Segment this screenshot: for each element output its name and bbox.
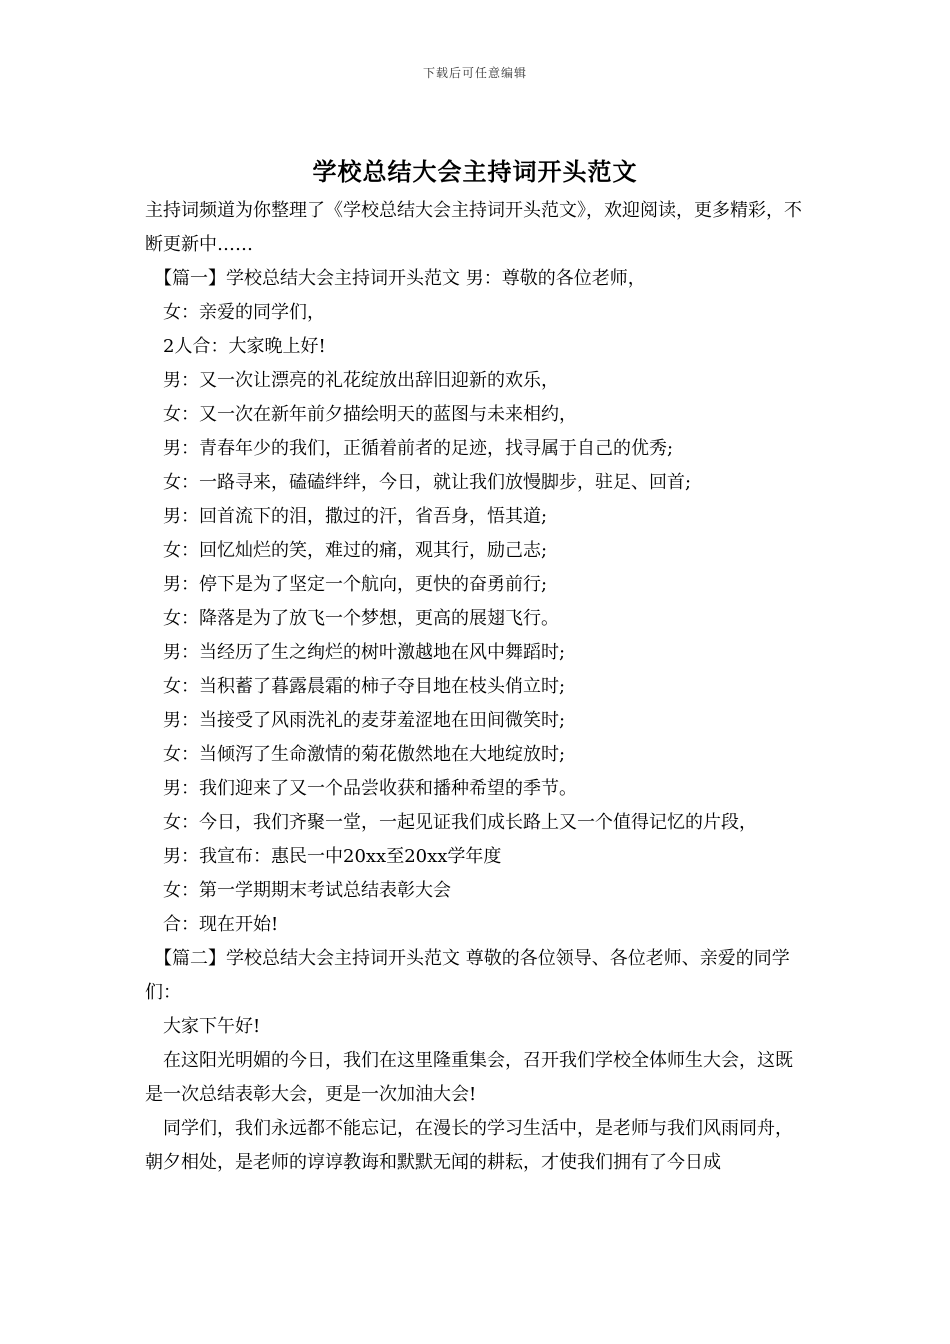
- document-title: 学校总结大会主持词开头范文: [312, 157, 638, 186]
- dialogue-line: 男：停下是为了坚定一个航向，更快的奋勇前行;: [163, 574, 548, 595]
- body-paragraph: 同学们，我们永远都不能忘记，在漫长的学习生活中，是老师与我们风雨同舟，朝夕相处，是老师的谆谆教诲和默默无闻的耕耘，才使我们拥有了今日成: [145, 1118, 793, 1173]
- dialogue-line: 女：一路寻来，磕磕绊绊，今日，就让我们放慢脚步，驻足、回首;: [163, 472, 692, 493]
- dialogue-line: 女：今日，我们齐聚一堂，一起见证我们成长路上又一个值得记忆的片段，: [163, 812, 757, 833]
- dialogue-line: 女：当倾泻了生命激情的菊花傲然地在大地绽放时;: [163, 744, 566, 765]
- dialogue-line: 男：当接受了风雨洗礼的麦芽羞涩地在田间微笑时;: [163, 710, 566, 731]
- body-paragraph: 在这阳光明媚的今日，我们在这里隆重集会，召开我们学校全体师生大会，这既是一次总结表彰大会，更是一次加油大会!: [145, 1050, 793, 1105]
- document-body: [145, 194, 810, 1180]
- dialogue-line: 女：又一次在新年前夕描绘明天的蓝图与未来相约，: [163, 404, 577, 425]
- greeting-line: 大家下午好!: [163, 1016, 261, 1037]
- dialogue-line: 女：降落是为了放飞一个梦想，更高的展翅飞行。: [163, 608, 559, 629]
- page-header-note: 下载后可任意编辑: [422, 66, 527, 80]
- section1-heading: 【篇一】学校总结大会主持词开头范文 男：尊敬的各位老师，: [154, 268, 646, 289]
- dialogue-line: 合：现在开始!: [163, 914, 279, 935]
- dialogue-line: 男：回首流下的泪，撒过的汗，省吾身，悟其道;: [163, 506, 548, 527]
- dialogue-line: 女：亲爱的同学们，: [163, 302, 325, 323]
- dialogue-line: 男：我宣布：惠民一中20xx至20xx学年度: [163, 846, 502, 867]
- dialogue-line: 男：当经历了生之绚烂的树叶激越地在风中舞蹈时;: [163, 642, 566, 663]
- dialogue-line: 女：回忆灿烂的笑，难过的痛，观其行，励己志;: [163, 540, 548, 561]
- dialogue-line: 男：我们迎来了又一个品尝收获和播种希望的季节。: [163, 778, 577, 799]
- section2-heading: 【篇二】学校总结大会主持词开头范文 尊敬的各位领导、各位老师、亲爱的同学们：: [145, 948, 790, 1003]
- dialogue-line: 男：又一次让漂亮的礼花绽放出辞旧迎新的欢乐，: [163, 370, 559, 391]
- dialogue-line: 2人合：大家晚上好!: [163, 336, 326, 357]
- dialogue-line: 男：青春年少的我们，正循着前者的足迹，找寻属于自己的优秀;: [163, 438, 674, 459]
- dialogue-line: 女：第一学期期末考试总结表彰大会: [163, 880, 451, 901]
- intro-paragraph: 主持词频道为你整理了《学校总结大会主持词开头范文》，欢迎阅读，更多精彩，不断更新中……: [145, 200, 802, 255]
- dialogue-line: 女：当积蓄了暮露晨霜的柿子夺目地在枝头俏立时;: [163, 676, 566, 697]
